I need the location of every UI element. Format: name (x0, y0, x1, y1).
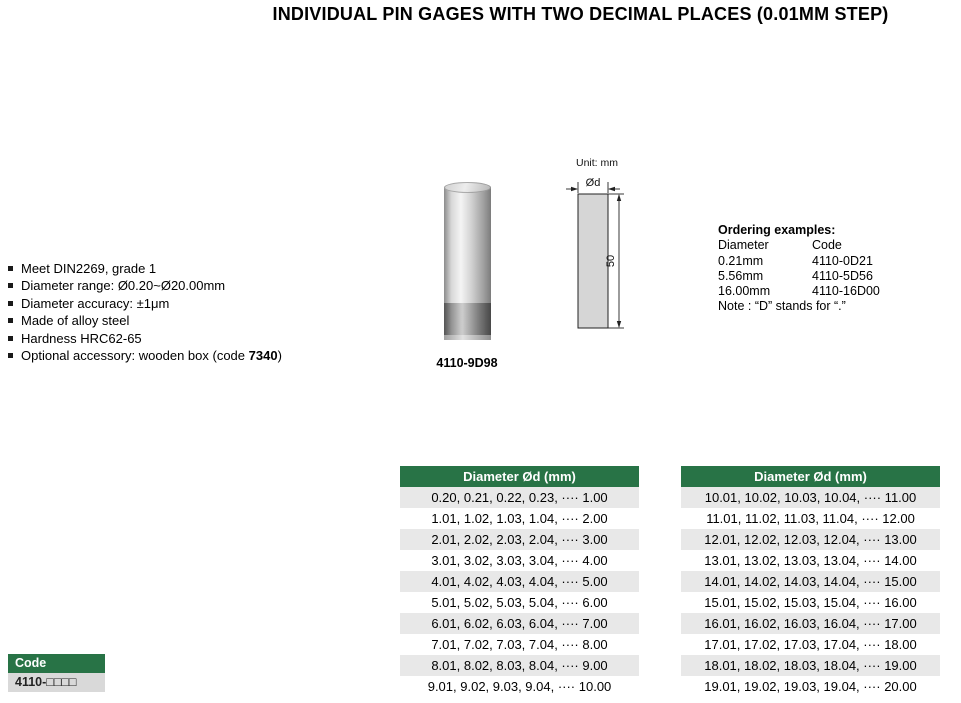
table-row: 5.01, 5.02, 5.03, 5.04, ···· 6.00 (400, 592, 639, 613)
feature-optional-suffix: ) (277, 348, 282, 364)
ordering-diameter: 0.21mm (718, 253, 764, 268)
table-row: 4.01, 4.02, 4.03, 4.04, ···· 5.00 (400, 571, 639, 592)
table-row: 2.01, 2.02, 2.03, 2.04, ···· 3.00 (400, 529, 639, 550)
feature-text: Diameter range: Ø0.20~Ø20.00mm (21, 278, 226, 294)
product-model-label: 4110-9D98 (436, 356, 498, 370)
feature-text: Meet DIN2269, grade 1 (21, 261, 157, 276)
diameter-dim-label: Ød (585, 177, 601, 189)
page-title: INDIVIDUAL PIN GAGES WITH TWO DECIMAL PLACES (0.01MM STEP) (272, 4, 889, 24)
table-header: Diameter Ød (mm) (400, 466, 639, 487)
ordering-code: 4110-16D00 (812, 284, 880, 299)
feature-text (21, 348, 282, 363)
length-dim-label: 50 (605, 254, 617, 268)
bullet-icon (8, 318, 13, 323)
pin-side-view (578, 194, 608, 328)
feature-text: Made of alloy steel (21, 313, 130, 329)
table-row: 3.01, 3.02, 3.03, 3.04, ···· 4.00 (400, 550, 639, 571)
dimension-drawing (560, 154, 650, 344)
table-row: 15.01, 15.02, 15.03, 15.04, ···· 16.00 (681, 592, 940, 613)
table-row: 1.01, 1.02, 1.03, 1.04, ···· 2.00 (400, 508, 639, 529)
table-row: 9.01, 9.02, 9.03, 9.04, ···· 10.00 (400, 676, 639, 697)
table-row: 7.01, 7.02, 7.03, 7.04, ···· 8.00 (400, 634, 639, 655)
pin-top-face (444, 182, 491, 193)
ordering-examples (718, 223, 880, 315)
ordering-col-diameter: Diameter (718, 238, 769, 253)
table-row: 17.01, 17.02, 17.03, 17.04, ···· 18.00 (681, 634, 940, 655)
table-row: 10.01, 10.02, 10.03, 10.04, ···· 11.00 (681, 487, 940, 508)
ordering-title: Ordering examples: (718, 223, 836, 237)
ordering-row (718, 254, 880, 269)
bullet-icon (8, 336, 13, 341)
table-row: 13.01, 13.02, 13.03, 13.04, ···· 14.00 (681, 550, 940, 571)
table-row: 0.20, 0.21, 0.22, 0.23, ···· 1.00 (400, 487, 639, 508)
table-row: 6.01, 6.02, 6.03, 6.04, ···· 7.00 (400, 613, 639, 634)
pin-gage-photo (444, 182, 491, 340)
ordering-header-row (718, 238, 880, 253)
table-row: 11.01, 11.02, 11.03, 11.04, ···· 12.00 (681, 508, 940, 529)
feature-item (8, 260, 282, 277)
ordering-note: Note : “D” stands for “.” (718, 299, 846, 314)
code-box-value: 4110-□□□□ (8, 673, 105, 692)
ordering-row (718, 269, 880, 284)
feature-optional-prefix: Optional accessory: wooden box (code (21, 348, 249, 364)
bullet-icon (8, 266, 13, 271)
pin-bottom-edge (444, 335, 491, 340)
feature-item (8, 347, 282, 364)
pin-shading-band (444, 303, 491, 335)
ordering-row (718, 284, 880, 299)
diameter-table-right (681, 466, 940, 697)
diameter-table-left (400, 466, 639, 697)
bullet-icon (8, 283, 13, 288)
table-row: 12.01, 12.02, 12.03, 12.04, ···· 13.00 (681, 529, 940, 550)
table-row: 18.01, 18.02, 18.03, 18.04, ···· 19.00 (681, 655, 940, 676)
ordering-col-code: Code (812, 238, 842, 253)
ordering-diameter: 5.56mm (718, 268, 764, 283)
bullet-icon (8, 353, 13, 358)
ordering-code: 4110-5D56 (812, 268, 873, 283)
feature-item (8, 277, 282, 294)
feature-item (8, 312, 282, 329)
table-row: 16.01, 16.02, 16.03, 16.04, ···· 17.00 (681, 613, 940, 634)
table-header: Diameter Ød (mm) (681, 466, 940, 487)
code-box (8, 654, 105, 692)
table-row: 19.01, 19.02, 19.03, 19.04, ···· 20.00 (681, 676, 940, 697)
table-row: 8.01, 8.02, 8.03, 8.04, ···· 9.00 (400, 655, 639, 676)
code-box-header: Code (8, 654, 105, 673)
unit-label: Unit: mm (576, 157, 618, 169)
feature-item (8, 295, 282, 312)
feature-text: Hardness HRC62-65 (21, 330, 142, 346)
bullet-icon (8, 301, 13, 306)
accessory-code: 7340 (248, 348, 278, 364)
ordering-diameter: 16.00mm (718, 284, 771, 299)
table-row: 14.01, 14.02, 14.03, 14.04, ···· 15.00 (681, 571, 940, 592)
feature-text: Diameter accuracy: ±1μm (21, 295, 170, 311)
feature-list (8, 260, 282, 364)
ordering-code: 4110-0D21 (812, 253, 873, 268)
feature-item (8, 330, 282, 347)
